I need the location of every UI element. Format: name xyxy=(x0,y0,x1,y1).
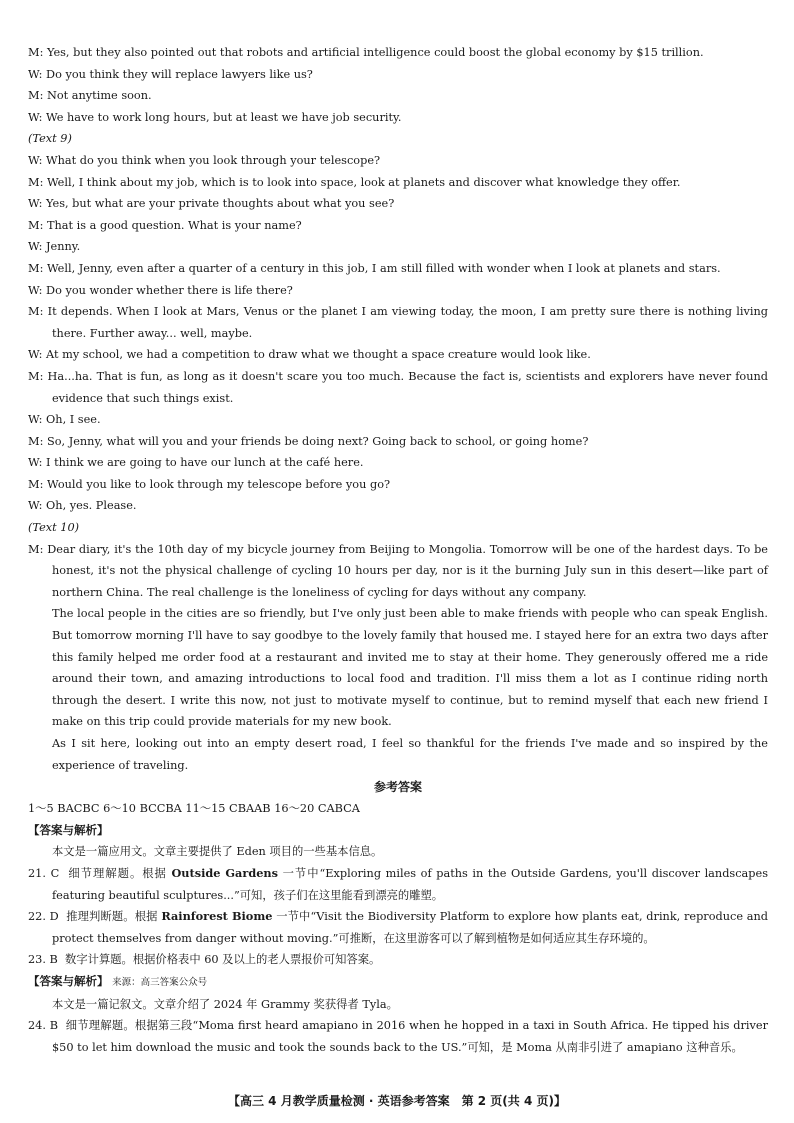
dialogue-line: M: Would you like to look through my telescope before you go? xyxy=(28,477,391,491)
text9-label: (Text 9) xyxy=(28,132,72,146)
dialogue-line: M: It depends. When I look at Mars, Venus or the planet I am viewing today, the moon, I am pretty sure there is nothing living there. Further away... well, maybe. xyxy=(28,305,768,340)
dialogue-line: W: Do you wonder whether there is life there? xyxy=(28,283,293,297)
answer-explanation: 22. D 推理判断题。根据 Rainforest Biome 一节中“Visit the Biodiversity Platform to explore how plants eat, drink, reproduce and protect themselves from danger without moving.”可推断，在这里游客可以了解到植物是如何适应其生存环境的。 xyxy=(28,909,768,945)
dialogue-line: W: We have to work long hours, but at least we have job security. xyxy=(28,110,402,124)
answers-title: 参考答案 xyxy=(373,780,422,795)
dialogue-line: W: I think we are going to have our lunch at the café here. xyxy=(28,456,364,470)
paragraph: As I sit here, looking out into an empty desert road, I feel so thankful for the friends I've made and so inspired by the experience of traveling. xyxy=(52,737,768,772)
dialogue-line: M: Ha...ha. That is fun, as long as it doesn't scare you too much. Because the fact is, scientists and explorers have never found evidence that such things exist. xyxy=(28,369,769,405)
dialogue-line: M: So, Jenny, what will you and your friends be doing next? Going back to school, or going home? xyxy=(28,434,589,448)
dialogue-top xyxy=(28,42,768,128)
paragraph: The local people in the cities are so friendly, but I've only just been able to make friends with people who can speak English. But tomorrow morning I'll have to say goodbye to the lovely family that housed me. I stayed here for an extra two days after this family helped me order food at a restaurant and invited me to stay at their home. They generously offered me a ride around their town, and amazing introductions to local food and tradition. I'll miss them a lot as I continue riding north through the desert. I write this now, not just to motivate myself to continue, but to remind myself that each new friend I make on this trip could provide materials for my new book. xyxy=(52,607,768,729)
dialogue-line: W: Oh, yes. Please. xyxy=(28,499,137,513)
answer-explanation: 21. C 细节理解题。根据 Outside Gardens 一节中“Exploring miles of paths in the Outside Gardens, you'll discover landscapes featuring beautiful sculptures...”可知，孩子们在这里能看到漂亮的雕塑。 xyxy=(28,865,768,902)
paragraph: M: Dear diary, it's the 10th day of my bicycle journey from Beijing to Mongolia. Tomorrow will be one of the hardest days. To be honest, it's not the physical challenge of cycling 10 hours per day, nor is it the burning July sun in this desert—like part of northern China. The real challenge is the loneliness of cycling for days without any company. xyxy=(28,542,768,599)
dialogue-line: M: Not anytime soon. xyxy=(28,89,152,103)
text9-dialogue xyxy=(28,150,768,517)
analysis-section-2 xyxy=(28,971,768,1058)
dialogue-line: W: Do you think they will replace lawyers like us? xyxy=(28,67,313,81)
dialogue-line: W: Oh, I see. xyxy=(28,413,101,427)
dialogue-line: W: What do you think when you look through your telescope? xyxy=(28,153,381,167)
dialogue-line: W: Jenny. xyxy=(28,240,81,254)
analysis-section-1 xyxy=(28,820,768,971)
answer-explanation: 24. B 细节理解题。根据第三段“Moma first heard amapiano in 2016 when he hopped in a taxi in South Africa. He tipped his driver $50 to let him download the music and took the sounds back to the US.”可知，是 Moma 从南非引进了 amapiano 这种音乐。 xyxy=(28,1019,769,1054)
text10-monologue xyxy=(28,539,768,777)
answer-key: 1～5 BACBC 6～10 BCCBA 11～15 CBAAB 16～20 CABCA xyxy=(28,802,360,816)
dialogue-line: M: Yes, but they also pointed out that robots and artificial intelligence could boost the global economy by $15 trillion. xyxy=(28,46,704,59)
dialogue-line: M: That is a good question. What is your name? xyxy=(28,218,302,232)
text10-label: (Text 10) xyxy=(28,521,80,535)
answer-explanation: 23. B 数字计算题。根据价格表中 60 及以上的老人票报价可知答案。 xyxy=(28,953,381,967)
page-content xyxy=(28,0,768,1058)
source-note: 来源：高三答案公众号 xyxy=(112,976,208,988)
dialogue-line: W: Yes, but what are your private thoughts about what you see? xyxy=(28,197,395,211)
analysis-header-row xyxy=(28,971,768,994)
analysis-header: 【答案与解析】 xyxy=(28,822,109,837)
dialogue-line: M: Well, Jenny, even after a quarter of a century in this job, I am still filled with wonder when I look at planets and stars. xyxy=(28,261,721,275)
analysis-intro: 本文是一篇记叙文。文章介绍了 2024 年 Grammy 奖获得者 Tyla。 xyxy=(52,997,398,1011)
dialogue-line: W: At my school, we had a competition to draw what we thought a space creature would look like. xyxy=(28,348,591,362)
analysis-header: 【答案与解析】 xyxy=(28,973,109,988)
page-footer: 【高三 4 月教学质量检测 · 英语参考答案 第 2 页(共 4 页)】 xyxy=(227,1094,566,1108)
dialogue-line: M: Well, I think about my job, which is to look into space, look at planets and discover what knowledge they offer. xyxy=(28,175,681,189)
analysis-intro: 本文是一篇应用文。文章主要提供了 Eden 项目的一些基本信息。 xyxy=(52,845,383,859)
